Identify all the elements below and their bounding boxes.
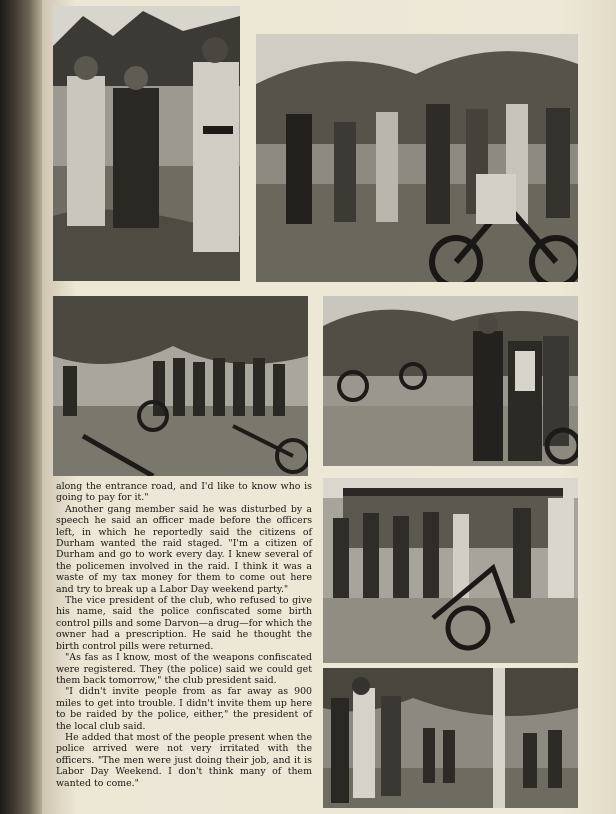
article-paragraph: The vice president of the club, who refused to give his name, said the police confiscated some birth control pills and some Darvon—a drug—for which the owner had a prescription. He said he thought the birth control pills were returned.	[56, 595, 312, 652]
photo-building-crowd	[323, 478, 578, 663]
article-paragraph: along the entrance road, and I'd like to know who is going to pay for it."	[56, 481, 312, 504]
photo-officers	[53, 6, 240, 281]
article-paragraph: Another gang member said he was disturbed by a speech he said an officer made before the officers left, in which he reportedly said the citizens of Durham wanted the raid staged. "I'm a citizen of Durham and go to work every day. I knew several of the policemen involved in the raid. I think it was a waste of my tax money for them to come out here and try to break up a Labor Day weekend party."	[56, 503, 312, 595]
photo-people-trees	[323, 668, 578, 808]
photo-bikers-standing	[323, 296, 578, 466]
article-paragraph: "I didn't invite people from as far away as 900 miles to get into trouble. I didn't invite them up here to be raided by the police, either," the president of the local club said.	[56, 686, 312, 732]
article-body	[56, 481, 312, 789]
photo-crowd-motorcycles	[256, 34, 578, 282]
article-paragraph: "As fas as I know, most of the weapons confiscated were registered. They (the police) said we could get them back tomorrow," the club president said.	[56, 652, 312, 686]
photo-choppers-trees	[53, 296, 308, 476]
article-paragraph: He added that most of the people present when the police arrived were not very irritated with the officers. "The men were just doing their job, and it is Labor Day Weekend. I don't think many of them wanted to come."	[56, 731, 312, 789]
page-binding	[0, 0, 42, 814]
